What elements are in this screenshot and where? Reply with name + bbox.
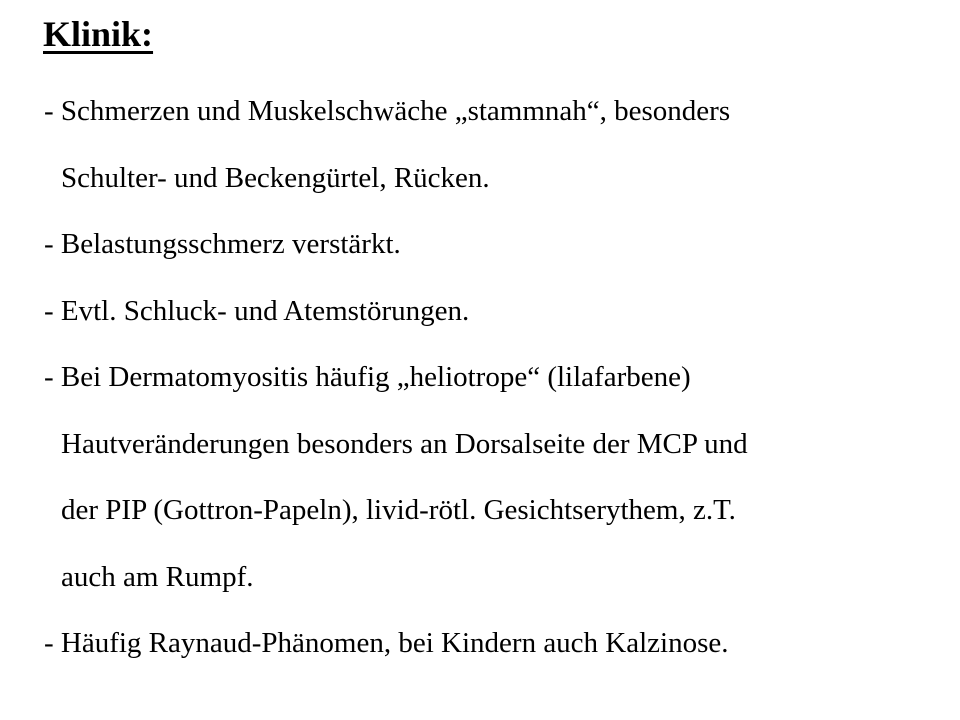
bullet-continuation: Schulter- und Beckengürtel, Rücken.: [61, 161, 490, 194]
bullet-list: [44, 78, 748, 677]
bullet-line: - Häufig Raynaud-Phänomen, bei Kindern auch Kalzinose.: [44, 627, 729, 659]
slide-title: Klinik:: [43, 14, 154, 54]
bullet-continuation: Hautveränderungen besonders an Dorsalseite der MCP und: [61, 427, 748, 460]
bullet-continuation: auch am Rumpf.: [61, 560, 254, 593]
bullet-continuation: der PIP (Gottron-Papeln), livid-rötl. Gesichtserythem, z.T.: [61, 494, 736, 526]
bullet-line: - Schmerzen und Muskelschwäche „stammnah“, besonders: [44, 95, 731, 127]
bullet-line: - Belastungsschmerz verstärkt.: [44, 228, 401, 260]
bullet-line: - Evtl. Schluck- und Atemstörungen.: [44, 294, 470, 327]
bullet-line: - Bei Dermatomyositis häufig „heliotrope“ (lilafarbene): [44, 361, 691, 393]
